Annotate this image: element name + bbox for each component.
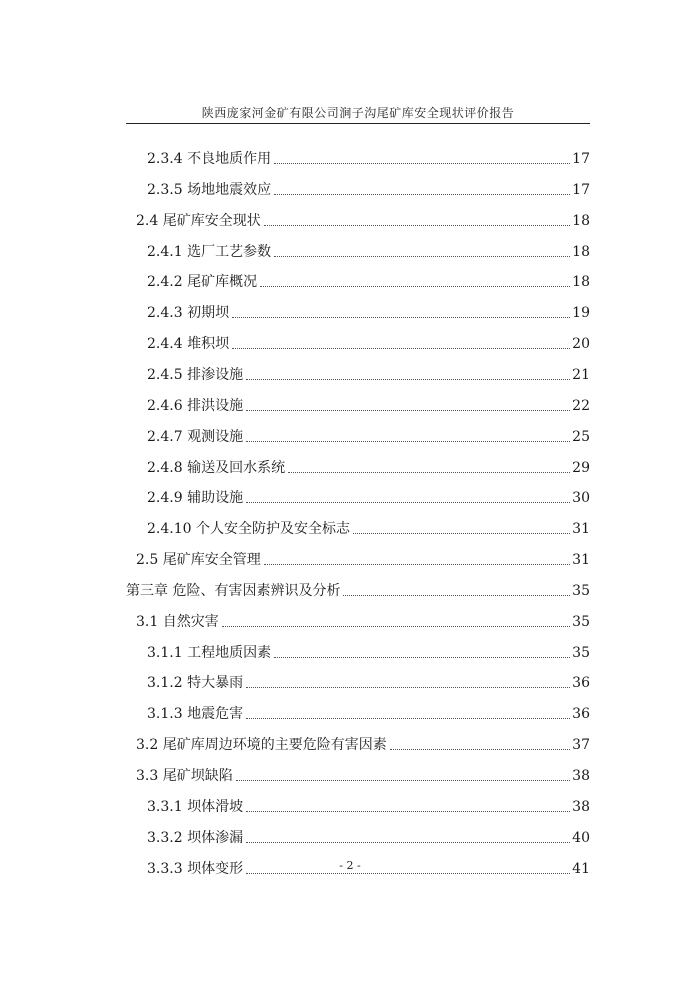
toc-dot-leader bbox=[390, 749, 570, 750]
toc-entry-page: 20 bbox=[572, 336, 590, 352]
toc-entry-title: 2.4.8 输送及回水系统 bbox=[147, 460, 286, 476]
toc-entry-page: 40 bbox=[572, 830, 590, 846]
toc-entry[interactable] bbox=[147, 794, 590, 816]
toc-entry-title: 3.3.1 坝体滑坡 bbox=[147, 799, 244, 815]
toc-dot-leader bbox=[274, 657, 570, 658]
toc-entry-page: 35 bbox=[572, 583, 590, 599]
toc-dot-leader bbox=[343, 595, 570, 596]
toc-entry-title: 3.3.2 坝体渗漏 bbox=[147, 830, 244, 846]
toc-entry-title: 2.4.3 初期坝 bbox=[147, 305, 230, 321]
toc-entry-title: 2.4.10 个人安全防护及安全标志 bbox=[147, 521, 350, 537]
toc-entry-title: 2.4.4 堆积坝 bbox=[147, 336, 230, 352]
toc-entry-title: 3.1 自然灾害 bbox=[136, 614, 219, 630]
toc-entry[interactable] bbox=[136, 208, 590, 230]
toc-entry[interactable] bbox=[136, 763, 590, 785]
toc-entry-title: 2.4.9 辅助设施 bbox=[147, 490, 244, 506]
toc-entry-title: 2.4.1 选厂工艺参数 bbox=[147, 244, 272, 260]
toc-entry-page: 35 bbox=[572, 614, 590, 630]
toc-entry-title: 2.4 尾矿库安全现状 bbox=[136, 213, 261, 229]
toc-entry-page: 31 bbox=[572, 552, 590, 568]
toc-dot-leader bbox=[246, 410, 570, 411]
toc-dot-leader bbox=[236, 780, 570, 781]
toc-entry[interactable] bbox=[147, 640, 590, 662]
toc-entry-title: 2.3.5 场地地震效应 bbox=[147, 182, 272, 198]
toc-entry-title: 2.4.6 排洪设施 bbox=[147, 398, 244, 414]
toc-entry[interactable] bbox=[147, 455, 590, 477]
toc-dot-leader bbox=[232, 348, 570, 349]
toc-dot-leader bbox=[232, 317, 570, 318]
toc-entry-page: 19 bbox=[572, 305, 590, 321]
toc-entry-title: 3.1.3 地震危害 bbox=[147, 706, 244, 722]
toc-entry-title: 2.4.7 观测设施 bbox=[147, 429, 244, 445]
toc-entry-title: 3.1.2 特大暴雨 bbox=[147, 675, 244, 691]
toc-dot-leader bbox=[274, 163, 570, 164]
toc-entry-page: 18 bbox=[572, 244, 590, 260]
toc-entry[interactable] bbox=[147, 424, 590, 446]
toc-dot-leader bbox=[246, 842, 570, 843]
toc-entry-title: 3.3 尾矿坝缺陷 bbox=[136, 768, 233, 784]
toc-dot-leader bbox=[288, 472, 570, 473]
toc-dot-leader bbox=[260, 286, 570, 287]
toc-entry-page: 18 bbox=[572, 274, 590, 290]
toc-entry-title: 2.5 尾矿库安全管理 bbox=[136, 552, 261, 568]
toc-entry[interactable] bbox=[147, 516, 590, 538]
toc-dot-leader bbox=[274, 194, 570, 195]
toc-entry[interactable] bbox=[147, 362, 590, 384]
toc-entry-page: 22 bbox=[572, 398, 590, 414]
toc-entry-title: 2.3.4 不良地质作用 bbox=[147, 151, 272, 167]
page-number: - 2 - bbox=[339, 859, 361, 872]
toc-entry-title: 第三章 危险、有害因素辨识及分析 bbox=[126, 583, 341, 599]
toc-dot-leader bbox=[246, 811, 570, 812]
toc-dot-leader bbox=[274, 256, 570, 257]
toc-entry-page: 17 bbox=[572, 182, 590, 198]
toc-entry-page: 18 bbox=[572, 213, 590, 229]
toc-entry[interactable] bbox=[147, 393, 590, 415]
toc-entry[interactable] bbox=[126, 578, 590, 600]
toc-entry[interactable] bbox=[136, 547, 590, 569]
toc-dot-leader bbox=[246, 873, 570, 874]
toc-entry[interactable] bbox=[147, 300, 590, 322]
toc-entry-page: 35 bbox=[572, 645, 590, 661]
toc-entry-page: 21 bbox=[572, 367, 590, 383]
toc-entry-title: 3.1.1 工程地质因素 bbox=[147, 645, 272, 661]
toc-entry[interactable] bbox=[147, 177, 590, 199]
toc-entry[interactable] bbox=[147, 485, 590, 507]
page-header: 陕西庞家河金矿有限公司涧子沟尾矿库安全现状评价报告 bbox=[201, 106, 515, 120]
toc-entry-page: 29 bbox=[572, 460, 590, 476]
toc-dot-leader bbox=[246, 441, 570, 442]
toc-entry[interactable] bbox=[147, 701, 590, 723]
toc-dot-leader bbox=[353, 533, 570, 534]
toc-entry[interactable] bbox=[136, 609, 590, 631]
toc-entry-page: 36 bbox=[572, 675, 590, 691]
toc-dot-leader bbox=[264, 225, 570, 226]
toc-entry-page: 30 bbox=[572, 490, 590, 506]
toc-dot-leader bbox=[246, 687, 570, 688]
toc-entry[interactable] bbox=[147, 239, 590, 261]
toc-dot-leader bbox=[246, 502, 570, 503]
toc-entry[interactable] bbox=[147, 269, 590, 291]
toc-dot-leader bbox=[246, 379, 570, 380]
toc-dot-leader bbox=[246, 718, 570, 719]
toc-entry-page: 38 bbox=[572, 799, 590, 815]
toc-entry-title: 2.4.5 排渗设施 bbox=[147, 367, 244, 383]
toc-entry[interactable] bbox=[147, 331, 590, 353]
toc-entry-page: 25 bbox=[572, 429, 590, 445]
toc-entry[interactable] bbox=[147, 670, 590, 692]
toc-entry[interactable] bbox=[136, 732, 590, 754]
toc-entry-title: 2.4.2 尾矿库概况 bbox=[147, 274, 258, 290]
toc-entry-page: 36 bbox=[572, 706, 590, 722]
toc-dot-leader bbox=[264, 564, 570, 565]
toc-entry-title: 3.3.3 坝体变形 bbox=[147, 861, 244, 877]
toc-entry[interactable] bbox=[147, 146, 590, 168]
toc-dot-leader bbox=[222, 626, 570, 627]
toc-entry-page: 41 bbox=[572, 861, 590, 877]
toc-entry-page: 37 bbox=[572, 737, 590, 753]
toc-entry[interactable] bbox=[147, 825, 590, 847]
toc-entry-page: 31 bbox=[572, 521, 590, 537]
toc-entry-page: 17 bbox=[572, 151, 590, 167]
toc-entry-page: 38 bbox=[572, 768, 590, 784]
toc-entry-title: 3.2 尾矿库周边环境的主要危险有害因素 bbox=[136, 737, 387, 753]
